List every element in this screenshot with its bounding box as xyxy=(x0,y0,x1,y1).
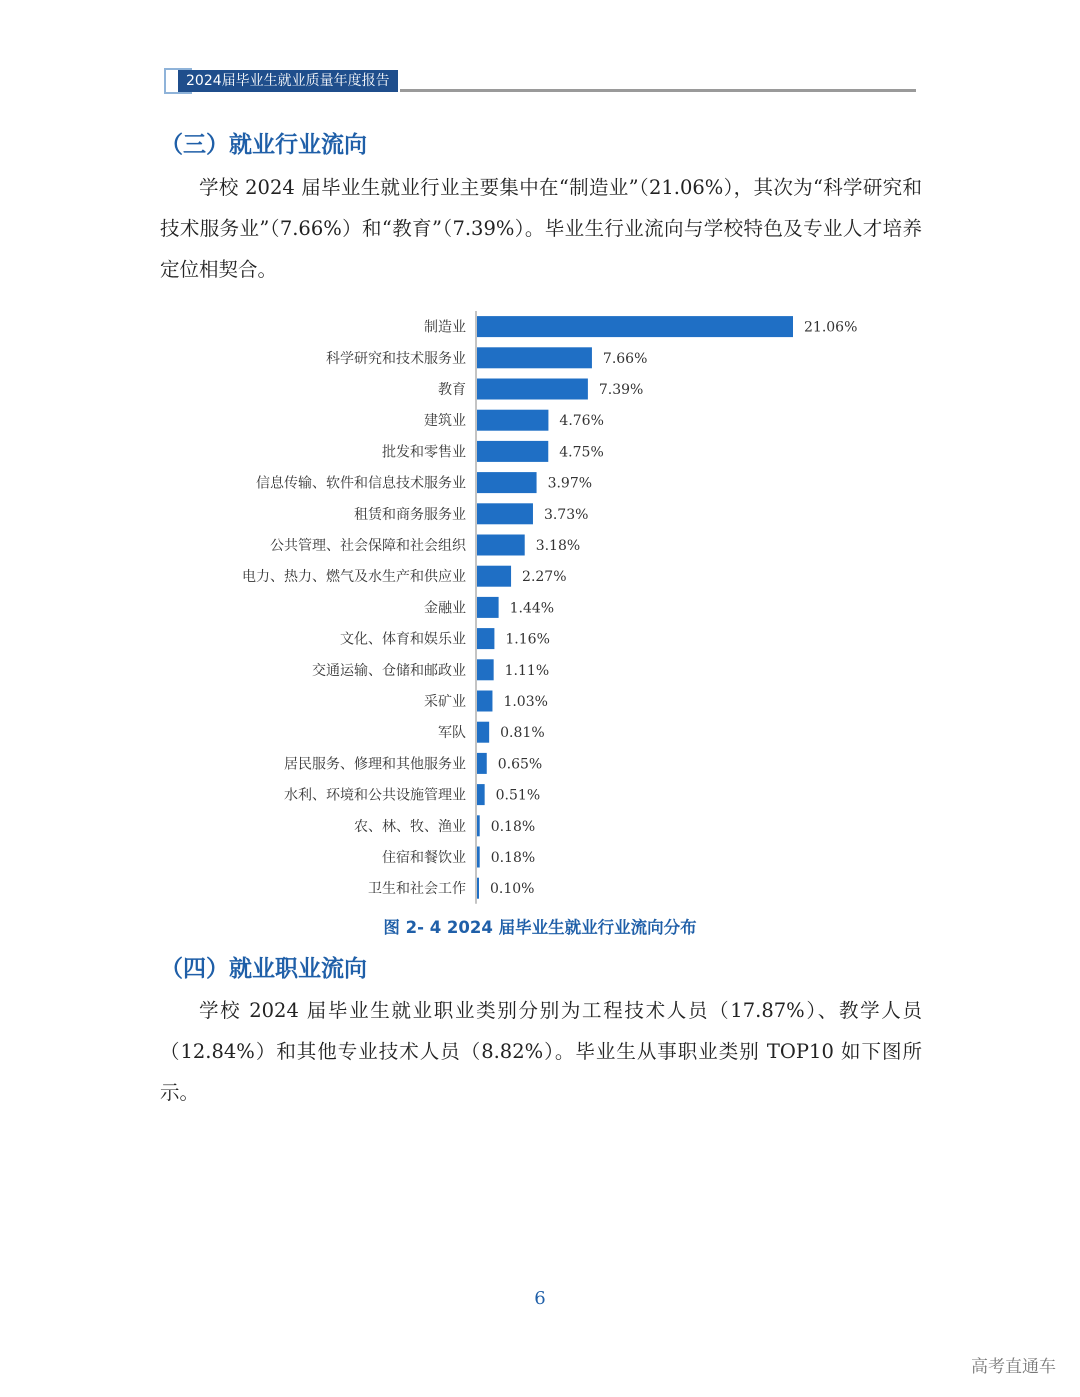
bar xyxy=(477,784,485,805)
bar xyxy=(477,691,492,712)
value-label: 7.39% xyxy=(598,382,644,398)
category-label: 建筑业 xyxy=(424,413,466,430)
category-label: 水利、环境和公共设施管理业 xyxy=(284,787,466,804)
industry-distribution-chart xyxy=(200,305,900,905)
value-label: 21.06% xyxy=(804,319,858,336)
header-rule xyxy=(400,89,916,92)
bar xyxy=(477,597,499,618)
category-label: 教育 xyxy=(438,382,466,398)
page-number: 6 xyxy=(534,1288,546,1309)
value-label: 3.73% xyxy=(543,506,589,523)
category-label: 科学研究和技术服务业 xyxy=(326,350,466,367)
category-label: 租赁和商务服务业 xyxy=(354,506,466,523)
value-label: 0.18% xyxy=(490,818,536,835)
category-label: 信息传输、软件和信息技术服务业 xyxy=(256,475,466,492)
value-label: 0.81% xyxy=(500,725,545,742)
value-label: 1.11% xyxy=(504,662,550,679)
value-label: 0.65% xyxy=(497,756,543,773)
value-label: 1.16% xyxy=(505,631,550,648)
bar xyxy=(477,878,479,899)
category-label: 居民服务、修理和其他服务业 xyxy=(284,756,466,773)
value-label: 4.75% xyxy=(559,444,604,461)
category-label: 批发和零售业 xyxy=(382,444,466,461)
bar xyxy=(477,659,494,680)
watermark: 高考直通车 xyxy=(971,1357,1056,1377)
bar xyxy=(477,535,525,556)
value-label: 2.27% xyxy=(522,569,567,586)
bar xyxy=(477,379,588,400)
value-label: 3.18% xyxy=(535,538,581,554)
bar xyxy=(477,566,511,587)
bar xyxy=(477,722,489,743)
report-header-title: 2024届毕业生就业质量年度报告 xyxy=(178,70,398,92)
chart-caption: 图 2- 4 2024 届毕业生就业行业流向分布 xyxy=(383,918,697,937)
section-4-paragraph: 学校 2024 届毕业生就业职业类别分别为工程技术人员（17.87%）、教学人员（12.84%）和其他专业技术人员（8.82%）。毕业生从事职业类别 TOP10 如下图所示。 xyxy=(160,999,922,1104)
category-label: 交通运输、仓储和邮政业 xyxy=(312,662,466,679)
value-label: 7.66% xyxy=(602,350,648,367)
bar xyxy=(477,628,494,649)
category-label: 农、林、牧、渔业 xyxy=(354,818,466,835)
value-label: 4.76% xyxy=(559,413,604,430)
bar xyxy=(477,316,793,337)
category-label: 卫生和社会工作 xyxy=(368,881,466,898)
bar xyxy=(477,410,548,431)
bar xyxy=(477,441,548,462)
category-label: 制造业 xyxy=(424,319,466,336)
category-label: 金融业 xyxy=(424,600,466,617)
category-label: 军队 xyxy=(438,725,466,742)
value-label: 1.44% xyxy=(509,600,555,617)
value-label: 1.03% xyxy=(503,694,548,710)
value-label: 0.51% xyxy=(495,787,541,804)
category-label: 住宿和餐饮业 xyxy=(382,850,466,866)
bar xyxy=(477,847,480,868)
category-label: 电力、热力、燃气及水生产和供应业 xyxy=(242,569,466,586)
section-4-heading: （四）就业职业流向 xyxy=(160,956,367,982)
bar xyxy=(477,472,537,493)
section-3-paragraph: 学校 2024 届毕业生就业行业主要集中在“制造业”（21.06%），其次为“科学研究和技术服务业”（7.66%）和“教育”（7.39%）。毕业生行业流向与学校特色及专业人才培养定位相契合。 xyxy=(160,176,922,281)
bar xyxy=(477,347,592,368)
value-label: 3.97% xyxy=(547,475,593,492)
bar xyxy=(477,503,533,524)
category-label: 公共管理、社会保障和社会组织 xyxy=(270,538,466,554)
value-label: 0.18% xyxy=(490,850,536,866)
bar xyxy=(477,815,480,836)
value-label: 0.10% xyxy=(490,881,535,898)
category-label: 采矿业 xyxy=(424,694,466,710)
section-3-heading: （三）就业行业流向 xyxy=(160,132,367,158)
category-label: 文化、体育和娱乐业 xyxy=(340,631,466,648)
bar xyxy=(477,753,487,774)
